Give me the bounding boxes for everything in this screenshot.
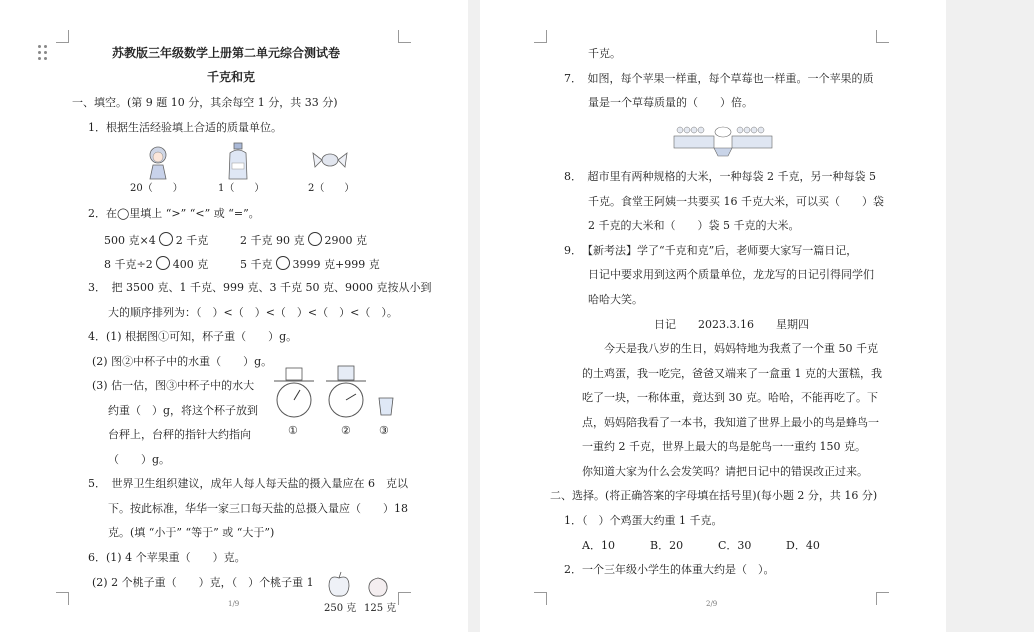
detergent-bottle-icon [226, 143, 250, 181]
right-panel-background [946, 0, 1034, 632]
question-1: 1．根据生活经验填上合适的质量单位。 [88, 121, 282, 134]
comparison-row: 8 千克÷2 400 克 [104, 258, 209, 271]
question-7-cont: 量是一个草莓质量的（ ）倍。 [588, 96, 753, 109]
comparison-row: 2 千克 90 克 2900 克 [240, 234, 367, 247]
diary-heading: 日记 2023.3.16 星期四 [654, 318, 809, 331]
question-2: 2．在◯里填上 “>” “<” 或 “=”。 [88, 207, 260, 220]
question-9: 9． 【新考法】学了“千克和克”后，老师要大家写一篇日记， [564, 244, 858, 257]
question-8-cont: 2 千克的大米和（ ）袋 5 千克的大米。 [588, 219, 800, 232]
choice-option: C．30 [718, 539, 752, 552]
question-4: 4．(1) 根据图①可知，杯子重（ ）g。 [88, 330, 298, 343]
choice-option: D．40 [786, 539, 820, 552]
question-8: 8． 超市里有两种规格的大米，一种每袋 2 千克，另一种每袋 5 [564, 170, 876, 183]
answer-blank: 1（ ） [218, 183, 265, 194]
comparison-row: 5 千克 3999 克+999 克 [240, 258, 380, 271]
question-4-part-3-cont: 台秤上，台秤的指针大约指向 [108, 428, 251, 441]
figure-label: ③ [379, 424, 389, 437]
question-7: 7． 如图，每个苹果一样重，每个草莓也一样重。一个苹果的质 [564, 72, 874, 85]
page-number: 1/9 [228, 600, 240, 608]
diary-question: 你知道大家为什么会发笑吗？请把日记中的错误改正过来。 [582, 465, 868, 478]
question-4-part-3-cont: （ ）g。 [108, 453, 171, 466]
question-3-cont: 大的顺序排列为：（ ）<（ ）<（ ）<（ ）<（ ）。 [108, 306, 398, 319]
crop-mark [876, 592, 889, 605]
page-title: 苏教版三年级数学上册第二单元综合测试卷 [112, 46, 341, 60]
question-8-cont: 千克。食堂王阿姨一共要买 16 千克大米，可以买（ ）袋 [588, 195, 884, 208]
crop-mark [56, 592, 69, 605]
section-heading: 二、选择。(将正确答案的字母填在括号里)(每小题 2 分，共 16 分) [550, 489, 878, 502]
section-heading: 一、填空。(第 9 题 10 分，其余每空 1 分，共 33 分) [72, 96, 338, 109]
answer-blank: 2（ ） [308, 183, 355, 194]
choice-option: A．10 [582, 539, 615, 552]
diary-line: 今天是我八岁的生日，妈妈特地为我煮了一个重 50 千克 [604, 342, 878, 355]
figure-label: ① [288, 424, 298, 437]
question-4-part-3-cont: 约重（ ）g，将这个杯子放到 [108, 404, 259, 417]
page-subtitle: 千克和克 [207, 70, 256, 84]
scale-with-water-cup-icon [322, 366, 370, 420]
diary-line: 吃了一块，一称体重，竟达到 30 克。哈哈，不能再吃了。下 [582, 391, 878, 404]
drag-handle-icon[interactable] [38, 45, 48, 61]
question-4-part-2: (2) 图②中杯子中的水重（ ）g。 [92, 355, 273, 368]
document-page-2 [480, 0, 946, 632]
diary-line: 一重约 2 千克，世界上最大的鸟是鸵鸟一一重约 150 克。 [582, 440, 866, 453]
question-6-cont: 千克。 [588, 47, 621, 60]
apple-icon [326, 572, 352, 598]
girl-icon [144, 145, 172, 181]
diary-line: 点，妈妈陪我看了一本书，我知道了世界上最小的鸟是蜂鸟一 [582, 416, 879, 429]
weight-label: 125 克 [364, 603, 397, 614]
question-9-cont: 哈哈大笑。 [588, 293, 643, 306]
scale-with-cup-icon [270, 368, 318, 420]
crop-mark [876, 30, 889, 43]
crop-mark [56, 30, 69, 43]
question-6-part-2: (2) 2 个桃子重（ ）克，（ ）个桃子重 1 [92, 576, 314, 589]
crop-mark [398, 592, 411, 605]
weight-label: 250 克 [324, 603, 357, 614]
figure-label: ② [341, 424, 351, 437]
choice-option: B．20 [650, 539, 684, 552]
page-number: 2/9 [706, 600, 718, 608]
crop-mark [534, 592, 547, 605]
comparison-row: 500 克×4 2 千克 [104, 234, 209, 247]
question-5: 5． 世界卫生组织建议，成年人每人每天盐的摄入量应在 6 克以 [88, 477, 408, 490]
diary-line: 的土鸡蛋，我一吃完，爸爸又端来了一盒重 1 克的大蛋糕，我 [582, 367, 882, 380]
choice-question-2: 2．一个三年级小学生的体重大约是（ ）。 [564, 563, 775, 576]
question-9-cont: 日记中要求用到这两个质量单位，龙龙写的日记引得同学们 [588, 268, 874, 281]
question-5-cont: 克。(填 “小于” “等于” 或 “大于”) [108, 526, 275, 539]
question-5-cont: 下。按此标准，华华一家三口每天盐的总摄入量应（ ）18 [108, 502, 408, 515]
question-4-part-3: (3) 估一估，图③中杯子中的水大 [92, 379, 255, 392]
question-3: 3． 把 3500 克、1 千克、999 克、3 千克 50 克、9000 克按从小到 [88, 281, 432, 294]
choice-question-1: 1．（ ）个鸡蛋大约重 1 千克。 [564, 514, 723, 527]
crop-mark [534, 30, 547, 43]
answer-blank: 20（ ） [130, 183, 183, 194]
document-page-1 [0, 0, 468, 632]
balance-scale-icon [670, 122, 776, 158]
peach-icon [366, 574, 390, 598]
candy-icon [312, 150, 348, 170]
question-6: 6．(1) 4 个苹果重（ ）克。 [88, 551, 246, 564]
crop-mark [398, 30, 411, 43]
water-cup-icon [378, 398, 394, 416]
